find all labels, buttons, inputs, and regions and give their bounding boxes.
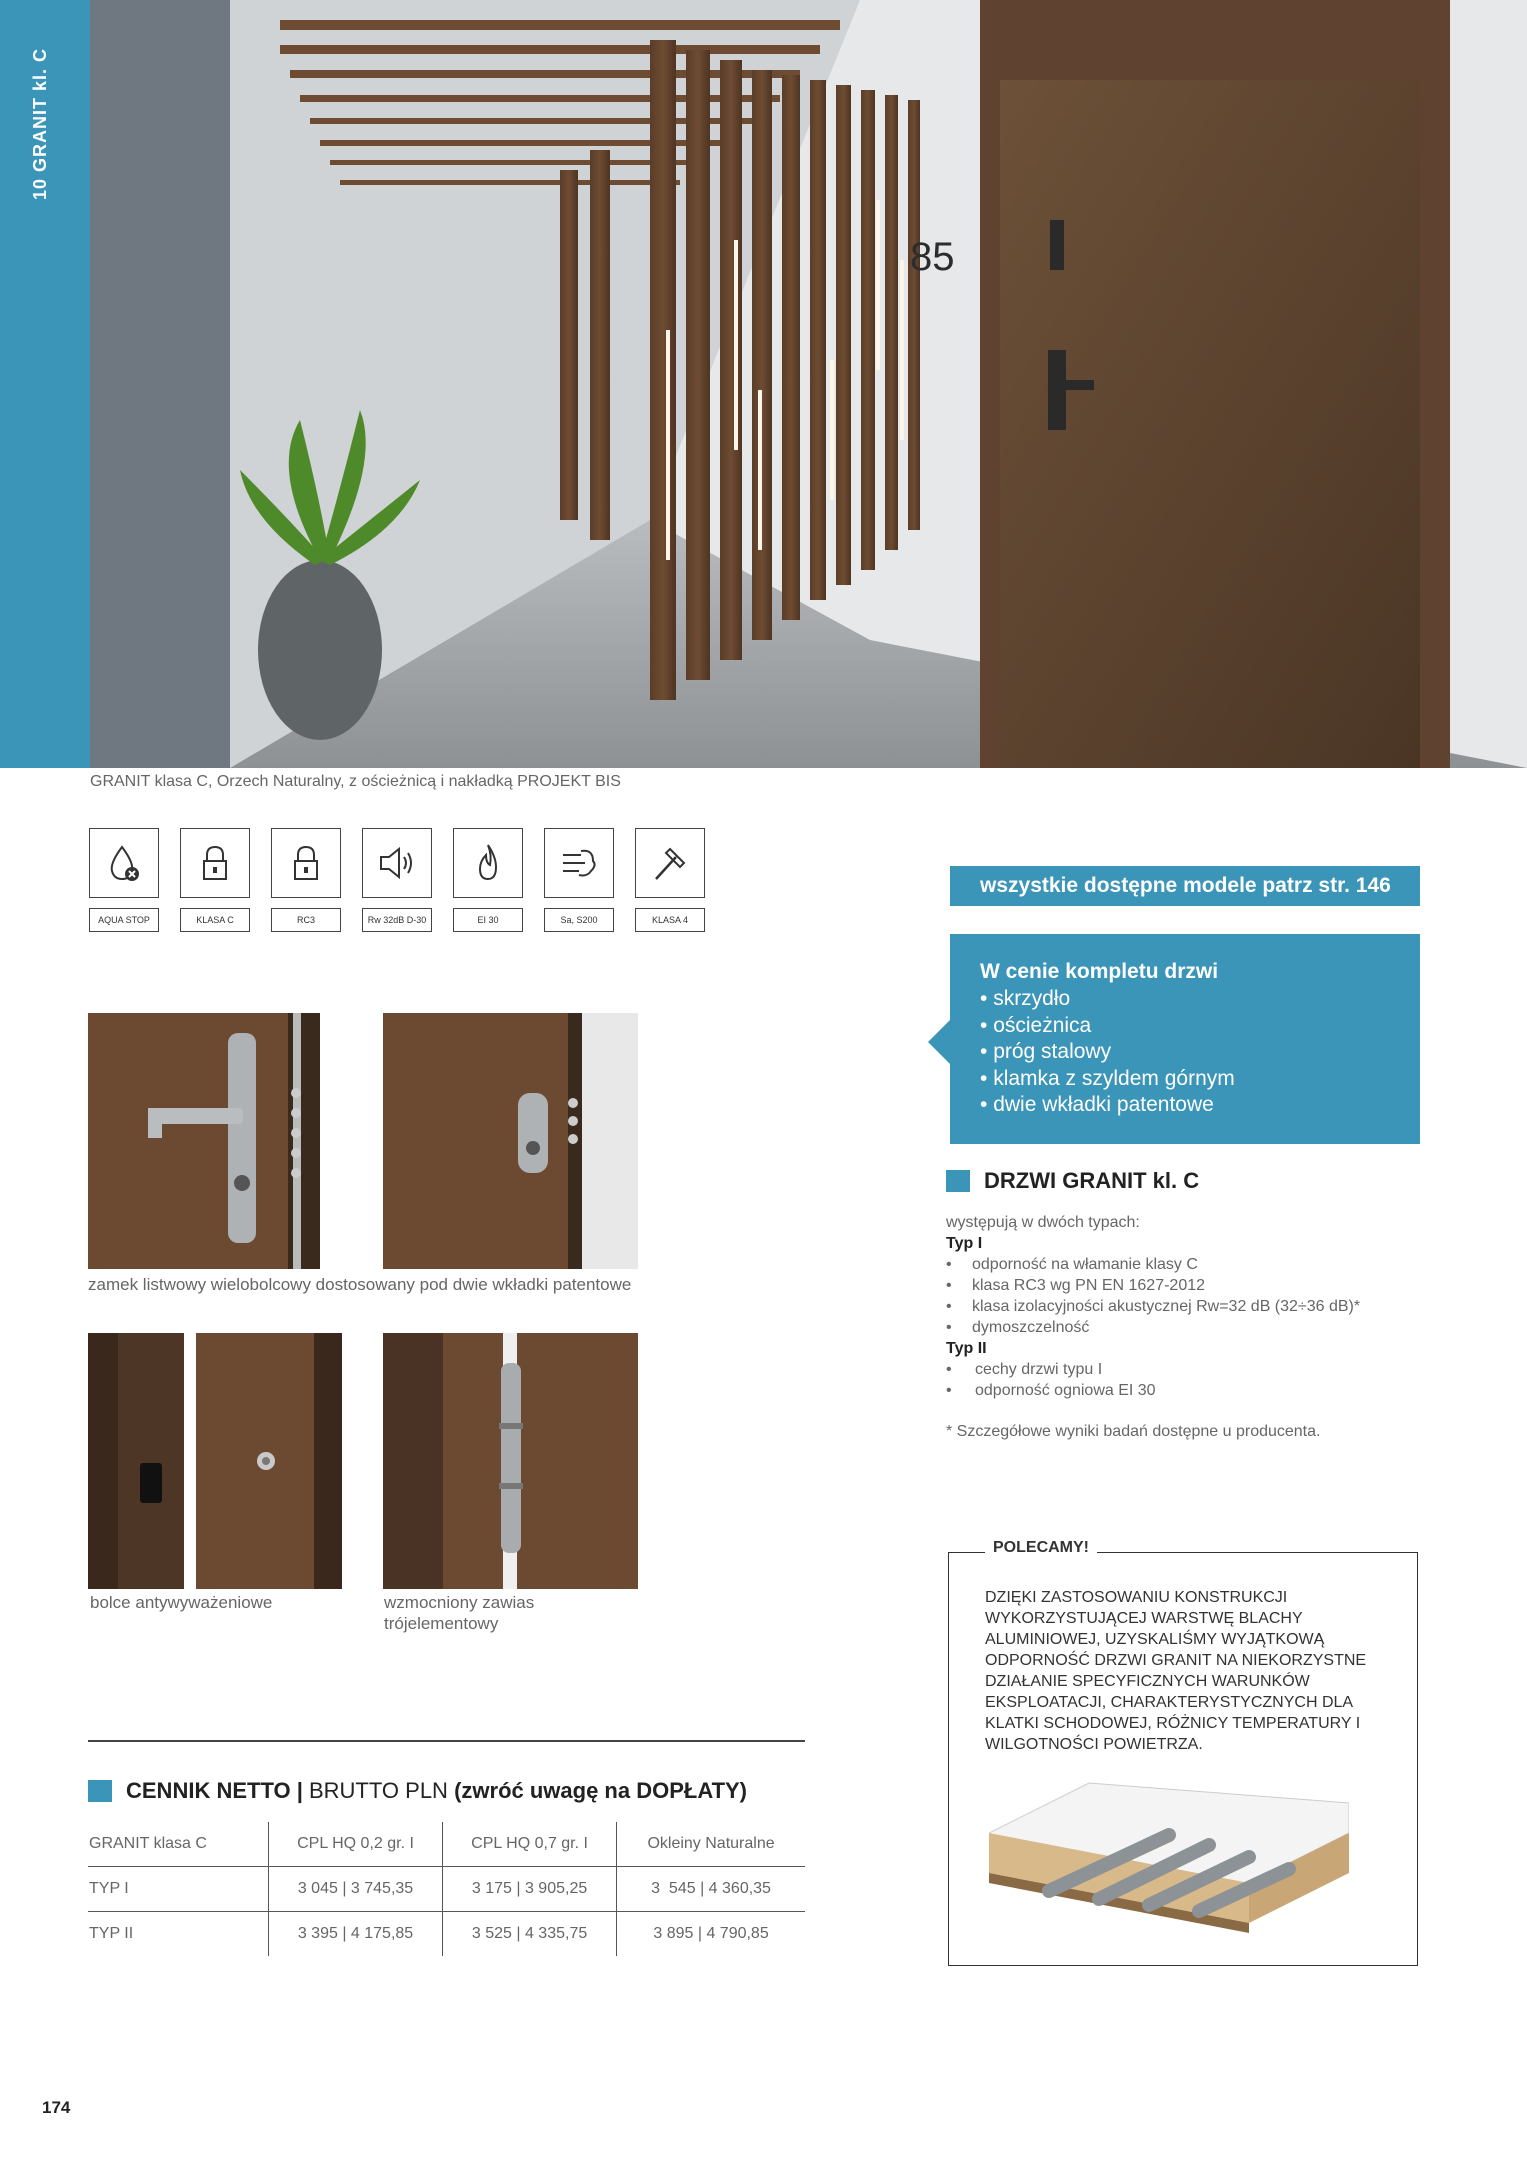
feature-aqua-stop [89, 828, 159, 932]
table-cell: 3 525 | 4 335,75 [443, 1912, 617, 1957]
price-heading-bold: CENNIK NETTO | [126, 1778, 303, 1803]
table-cell: 3 045 | 3 745,35 [269, 1867, 443, 1912]
list-item: • klasa RC3 wg PN EN 1627-2012 [946, 1277, 1206, 1294]
price-table [88, 1822, 805, 1956]
table-cell: 3 895 | 4 790,85 [617, 1912, 805, 1957]
kit-item: • skrzydło [980, 986, 1390, 1013]
table-cell: TYP II [89, 1925, 134, 1942]
hero-caption: GRANIT klasa C, Orzech Naturalny, z ościeżnicą i nakładką PROJEKT BIS [90, 773, 621, 790]
bolts-caption: bolce antywyważeniowe [90, 1593, 273, 1612]
kit-item: • ościeżnica [980, 1013, 1390, 1040]
column-header: GRANIT klasa C [88, 1822, 269, 1867]
corridor-illustration [90, 0, 1527, 768]
type1-label: Typ I [946, 1235, 983, 1252]
side-tab-title: 10 GRANIT kl. C [30, 47, 50, 200]
list-item: • dymoszczelność [946, 1319, 1090, 1336]
kit-box [950, 934, 1420, 1144]
speaker-icon [362, 828, 432, 898]
bolt-door-photo [196, 1333, 342, 1589]
granit-heading-text: DRZWI GRANIT kl. C [984, 1168, 1200, 1193]
feature-label: KLASA 4 [635, 908, 705, 932]
hinge-caption: wzmocniony zawias trójelementowy [384, 1593, 535, 1633]
footnote: * Szczegółowe wyniki badań dostępne u producenta. [946, 1423, 1321, 1440]
feature-smoke [544, 828, 614, 932]
feature-label: EI 30 [453, 908, 523, 932]
hinge-photo [383, 1333, 638, 1589]
table-cell: 3 545 | 4 360,35 [617, 1867, 805, 1912]
feature-klasa-4 [635, 828, 705, 932]
kit-arrow-icon [928, 1020, 950, 1064]
list-item: • odporność na włamanie klasy C [946, 1256, 1198, 1273]
side-tab [0, 0, 90, 768]
feature-label: RC3 [271, 908, 341, 932]
square-bullet-icon [88, 1780, 112, 1802]
table-row [88, 1912, 805, 1957]
lock-caption: zamek listwowy wielobolcowy dostosowany pod dwie wkładki patentowe [88, 1275, 632, 1294]
table-cell: 3 395 | 4 175,85 [269, 1912, 443, 1957]
table-row [88, 1867, 805, 1912]
lock-handle-photo [88, 1013, 320, 1269]
granit-heading [946, 1168, 1199, 1194]
padlock-icon [180, 828, 250, 898]
feature-label: KLASA C [180, 908, 250, 932]
recommend-label: POLECAMY! [985, 1539, 1097, 1557]
flame-icon [453, 828, 523, 898]
kit-title: W cenie kompletu drzwi [980, 960, 1219, 983]
hammer-icon [635, 828, 705, 898]
table-cell: 3 175 | 3 905,25 [443, 1867, 617, 1912]
kit-item: • klamka z szyldem górnym [980, 1066, 1390, 1093]
kit-item: • dwie wkładki patentowe [980, 1092, 1390, 1119]
list-item: • klasa izolacyjności akustycznej Rw=32 dB (32÷36 dB)* [946, 1298, 1361, 1315]
recommend-text: DZIĘKI ZASTOSOWANIU KONSTRUKCJI WYKORZYSTUJĄCEJ WARSTWĘ BLACHY ALUMINIOWEJ, UZYSKALIŚMY WYJĄTKOWĄ ODPORNOŚĆ DRZWI GRANIT NA NIEKORZYSTNE DZIAŁANIE SPECYFICZNYCH WARUNKÓW EKSPLOATACJI, CHARAKTERYSTYCZNYCH DLA KLATKI SCHODOWEJ, RÓŻNICY TEMPERATURY I WILGOTNOŚCI POWIETRZA. [985, 1589, 1367, 1753]
table-header-row [88, 1822, 805, 1867]
granit-description [946, 1212, 1446, 1442]
feature-label: Sa, S200 [544, 908, 614, 932]
feature-rc3 [271, 828, 341, 932]
smoke-icon [544, 828, 614, 898]
svg-text:85: 85 [910, 235, 955, 279]
list-item: • cechy drzwi typu I [946, 1361, 1103, 1378]
models-note: wszystkie dostępne modele patrz str. 146 [950, 866, 1420, 906]
droplet-x-icon [89, 828, 159, 898]
list-item: • odporność ogniowa EI 30 [946, 1382, 1156, 1399]
feature-label: AQUA STOP [89, 908, 159, 932]
bolt-frame-photo [88, 1333, 184, 1589]
square-bullet-icon [946, 1170, 970, 1192]
hero-photo [90, 0, 1527, 768]
feature-acoustic [362, 828, 432, 932]
feature-ei30 [453, 828, 523, 932]
table-cell: TYP I [88, 1867, 269, 1912]
price-divider [88, 1740, 805, 1742]
page-number: 174 [42, 2098, 71, 2117]
column-header: Okleiny Naturalne [617, 1822, 805, 1867]
padlock-icon [271, 828, 341, 898]
type2-label: Typ II [946, 1340, 987, 1357]
price-heading-light: BRUTTO PLN [302, 1778, 455, 1803]
granit-intro: występują w dwóch typach: [946, 1214, 1140, 1231]
door-cross-section-illustration [989, 1773, 1349, 1943]
feature-label: Rw 32dB D-30 [362, 908, 432, 932]
column-header: CPL HQ 0,7 gr. I [443, 1822, 617, 1867]
feature-klasa-c [180, 828, 250, 932]
column-header: CPL HQ 0,2 gr. I [269, 1822, 443, 1867]
price-heading [88, 1778, 747, 1804]
lock-cylinder-photo [383, 1013, 638, 1269]
kit-item: • próg stalowy [980, 1039, 1390, 1066]
price-heading-note: (zwróć uwagę na DOPŁATY) [454, 1778, 748, 1803]
